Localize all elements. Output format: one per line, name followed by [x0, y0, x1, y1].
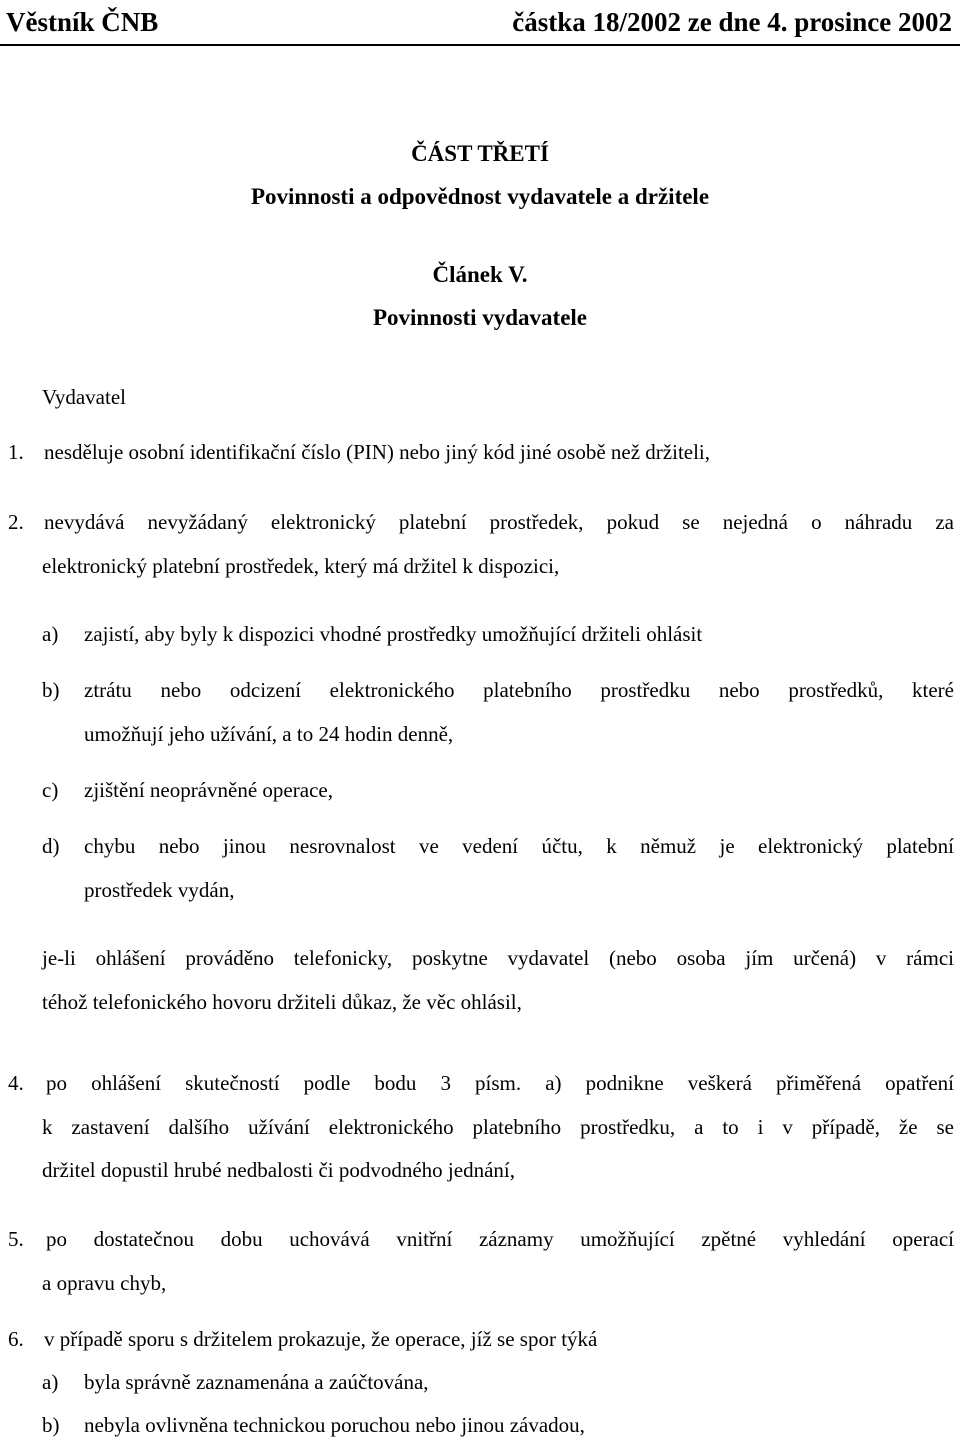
item-6-a-label: a)	[42, 1370, 59, 1394]
reporting-paragraph-line-2: téhož telefonického hovoru držiteli důkaz, že věc ohlásil,	[42, 990, 522, 1014]
item-4-line-3: držitel dopustil hrubé nedbalosti či podvodného jednání,	[42, 1158, 515, 1182]
sub-d-line-2: prostředek vydán,	[84, 878, 235, 902]
article-title: Článek V.	[432, 262, 528, 287]
sub-a-label: a)	[42, 622, 59, 646]
item-1-number: 1.	[8, 440, 24, 464]
header-divider	[0, 44, 960, 46]
item-1-text: nesděluje osobní identifikační číslo (PIN) nebo jiný kód jiné osobě než držiteli,	[44, 440, 711, 464]
item-5-line-2: a opravu chyb,	[42, 1271, 167, 1295]
item-6-b-text: nebyla ovlivněna technickou poruchou nebo jinou závadou,	[84, 1413, 585, 1437]
reporting-paragraph-line-1: je-li ohlášení prováděno telefonicky, poskytne vydavatel (nebo osoba jím určená) v rámci	[42, 946, 954, 970]
item-5-line-1: po dostatečnou dobu uchovává vnitřní záznamy umožňující zpětné vyhledání operací	[46, 1227, 954, 1251]
sub-d-line-1: chybu nebo jinou nesrovnalost ve vedení účtu, k němuž je elektronický platební	[84, 834, 954, 858]
item-4-number: 4.	[8, 1071, 24, 1095]
page-header	[6, 0, 952, 44]
item-4-line-1: po ohlášení skutečností podle bodu 3 písm. a) podnikne veškerá přiměřená opatření	[46, 1071, 954, 1095]
sub-a-text: zajistí, aby byly k dispozici vhodné prostředky umožňující držiteli ohlásit	[84, 622, 703, 646]
sub-c-label: c)	[42, 778, 59, 802]
item-6-b-label: b)	[42, 1413, 60, 1437]
sub-b-label: b)	[42, 678, 60, 702]
sub-d-label: d)	[42, 834, 60, 858]
intro-text: Vydavatel	[42, 385, 126, 409]
item-2-line-2: elektronický platební prostředek, který má držitel k dispozici,	[42, 554, 560, 578]
sub-b-line-1: ztrátu nebo odcizení elektronického platebního prostředku nebo prostředků, které	[84, 678, 954, 702]
item-5-number: 5.	[8, 1227, 24, 1251]
item-6-number: 6.	[8, 1327, 24, 1351]
item-4-line-2: k zastavení dalšího užívání elektronického platebního prostředku, a to i v případě, že se	[42, 1115, 954, 1139]
article-subtitle: Povinnosti vydavatele	[372, 305, 588, 330]
item-2-number: 2.	[8, 510, 24, 534]
journal-title: Věstník ČNB	[6, 6, 159, 37]
issue-info: částka 18/2002 ze dne 4. prosince 2002	[512, 6, 952, 37]
part-title: ČÁST TŘETÍ	[411, 141, 549, 166]
sub-b-line-2: umožňují jeho užívání, a to 24 hodin denně,	[84, 722, 454, 746]
item-6-text: v případě sporu s držitelem prokazuje, že operace, jíž se spor týká	[44, 1327, 598, 1351]
part-subtitle: Povinnosti a odpovědnost vydavatele a držitele	[250, 184, 710, 209]
item-2-line-1: nevydává nevyžádaný elektronický platební prostředek, pokud se nejedná o náhradu za	[44, 510, 954, 534]
item-6-a-text: byla správně zaznamenána a zaúčtována,	[84, 1370, 429, 1394]
sub-c-text: zjištění neoprávněné operace,	[84, 778, 333, 802]
